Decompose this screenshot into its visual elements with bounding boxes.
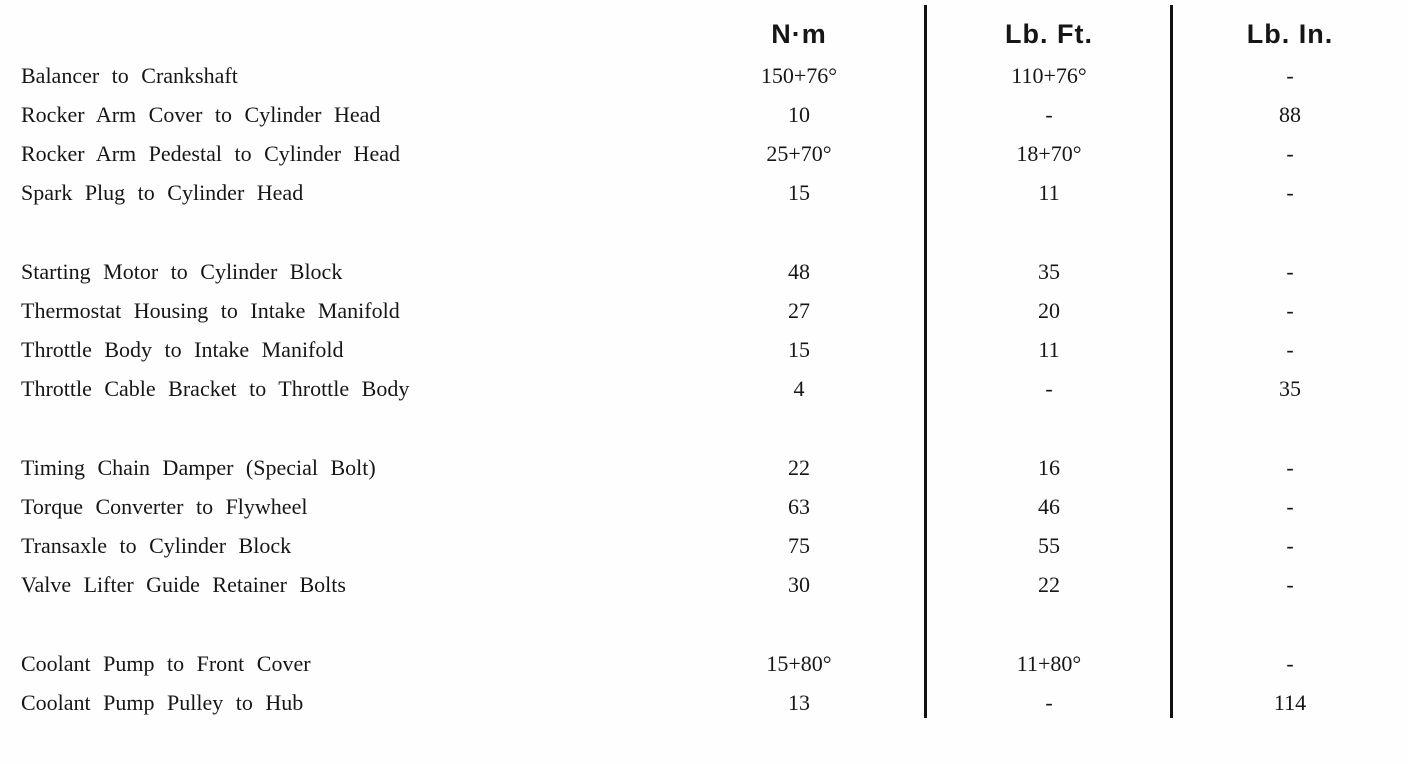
table-header-row (0, 0, 1408, 56)
cell-lb-ft: 46 (1038, 493, 1060, 519)
table-row (0, 683, 1408, 722)
cell-lb-in: - (1286, 258, 1294, 284)
cell-nm: 10 (788, 101, 810, 127)
cell-lb-in: - (1286, 62, 1294, 88)
row-label: Spark Plug to Cylinder Head (21, 179, 304, 205)
cell-nm: 27 (788, 297, 810, 323)
table-section-3 (0, 448, 1408, 604)
cell-nm: 150+76° (760, 62, 838, 88)
table-row (0, 252, 1408, 291)
cell-nm: 15 (788, 336, 810, 362)
row-label: Balancer to Crankshaft (21, 62, 238, 88)
cell-lb-ft: 35 (1038, 258, 1060, 284)
cell-lb-in: - (1286, 336, 1294, 362)
cell-nm: 30 (788, 571, 810, 597)
table-row (0, 526, 1408, 565)
table-row (0, 330, 1408, 369)
table-row (0, 644, 1408, 683)
cell-nm: 25+70° (766, 140, 832, 166)
cell-lb-in: - (1286, 532, 1294, 558)
table-row (0, 487, 1408, 526)
table-row (0, 173, 1408, 212)
cell-nm: 4 (793, 375, 805, 401)
cell-lb-in: - (1286, 297, 1294, 323)
cell-lb-in: - (1286, 140, 1294, 166)
cell-lb-ft: 110+76° (1011, 62, 1087, 88)
table-section-1 (0, 56, 1408, 212)
cell-lb-ft: 11 (1038, 179, 1060, 205)
cell-lb-ft: - (1045, 375, 1053, 401)
cell-nm: 48 (788, 258, 810, 284)
cell-lb-ft: 18+70° (1016, 140, 1082, 166)
row-label: Rocker Arm Pedestal to Cylinder Head (21, 140, 400, 166)
table-row (0, 291, 1408, 330)
cell-lb-in: 114 (1273, 689, 1307, 715)
cell-lb-ft: 11 (1038, 336, 1060, 362)
column-divider-2 (1170, 5, 1173, 718)
table-row (0, 565, 1408, 604)
table-row (0, 369, 1408, 408)
row-label: Timing Chain Damper (Special Bolt) (21, 454, 376, 480)
cell-lb-in: - (1286, 179, 1294, 205)
row-label: Coolant Pump to Front Cover (21, 650, 311, 676)
cell-lb-in: 88 (1279, 101, 1301, 127)
cell-lb-in: - (1286, 454, 1294, 480)
cell-nm: 75 (788, 532, 810, 558)
cell-lb-ft: 22 (1038, 571, 1060, 597)
row-label: Rocker Arm Cover to Cylinder Head (21, 101, 381, 127)
cell-lb-in: - (1286, 571, 1294, 597)
cell-nm: 22 (788, 454, 810, 480)
cell-nm: 13 (788, 689, 810, 715)
row-label: Starting Motor to Cylinder Block (21, 258, 343, 284)
cell-nm: 15+80° (766, 650, 832, 676)
cell-lb-ft: 20 (1038, 297, 1060, 323)
cell-lb-in: - (1286, 650, 1294, 676)
cell-nm: 15 (788, 179, 810, 205)
header-lb-in: Lb. In. (1246, 18, 1334, 49)
cell-lb-in: 35 (1279, 375, 1301, 401)
table-row (0, 134, 1408, 173)
cell-lb-in: - (1286, 493, 1294, 519)
row-label: Transaxle to Cylinder Block (21, 532, 292, 558)
row-label: Valve Lifter Guide Retainer Bolts (21, 571, 346, 597)
table-section-4 (0, 644, 1408, 722)
cell-lb-ft: - (1045, 101, 1053, 127)
header-lb-ft: Lb. Ft. (1005, 18, 1093, 49)
table-row (0, 56, 1408, 95)
table-row (0, 448, 1408, 487)
header-nm: N·m (771, 18, 827, 49)
cell-nm: 63 (788, 493, 810, 519)
table-row (0, 95, 1408, 134)
cell-lb-ft: 16 (1038, 454, 1060, 480)
column-divider-1 (924, 5, 927, 718)
cell-lb-ft: - (1045, 689, 1053, 715)
cell-lb-ft: 11+80° (1016, 650, 1082, 676)
row-label: Throttle Cable Bracket to Throttle Body (21, 375, 410, 401)
row-label: Coolant Pump Pulley to Hub (21, 689, 304, 715)
table-section-2 (0, 252, 1408, 408)
row-label: Torque Converter to Flywheel (21, 493, 308, 519)
row-label: Throttle Body to Intake Manifold (21, 336, 344, 362)
cell-lb-ft: 55 (1038, 532, 1060, 558)
row-label: Thermostat Housing to Intake Manifold (21, 297, 400, 323)
